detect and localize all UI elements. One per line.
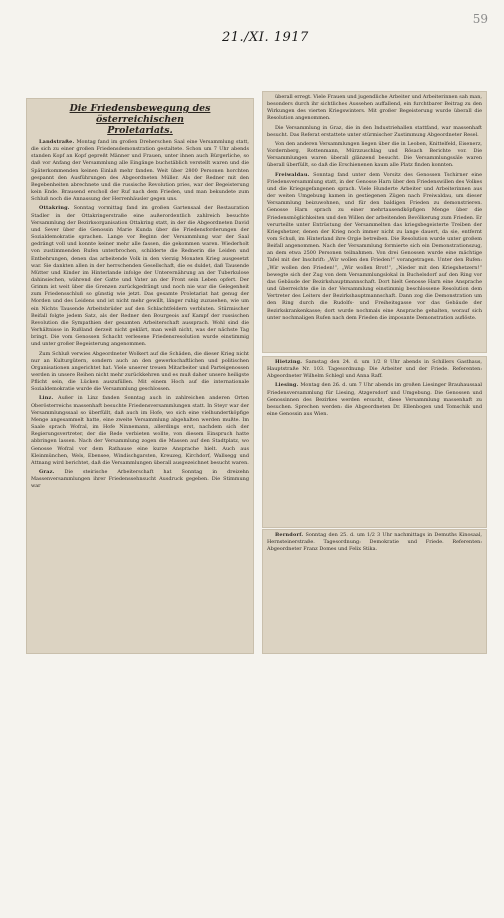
paragraph-lead: Linz. — [39, 395, 54, 402]
paragraph-text: Montag fand im großen Dreherschen Saal eine Versammlung statt, die sich zu einer großen Friedensdemonstration gestaltete. Schon um 7 Uhr abends standen Kopf an Kopf gepreßt Männer und Frauen, unter ihnen auch Bürgerliche, so daß vor Anfang der Versammlung alle Eingänge buchstäblich verstellt waren und die Späterkommenden keinen Einlaß mehr fanden. Weit über 2800 Personen horchten gespannt den Ausführungen des Abgeordneten Müller. Als der Redner mit den Begebenheiten abrechnete und die russische Revolution pries, war der Begeisterung kein Ende. Brausend erscholl der Ruf nach dem Frieden, und man bekundete zum Schluß noch die Annassung der Herrenhäusler gegen uns. — [31, 139, 249, 203]
article-paragraph — [267, 125, 482, 139]
handwritten-date: 21./XI. 1917 — [222, 30, 309, 45]
right-middle-newspaper-clipping — [262, 356, 487, 528]
article-paragraph — [31, 469, 249, 490]
left-clipping-body — [31, 139, 249, 491]
paragraph-text: Sonntag den 25. d. um 1/2 3 Uhr nachmittags in Demuths Kinosaal, Hernsteinerstraße. Tagesordnung: Demokratie und Friede. Referenten: Abgeordneter Franz Domes und Felix Stika. — [267, 532, 482, 553]
paragraph-text: Außer in Linz fanden Sonntag auch in zahlreichen anderen Orten Oberösterreichs massenhaft besuchte Friedensversammlungen statt. In Steyr war der Versammlungssaal so überfüllt, daß auch im Hofe, wo sich eine vielhundertköpfige Menge angesammelt hatte, eine zweite Versammlung abgehalten werden mußte. Im Saale sprach Wofral, im Hofe Ninnemann, allerdings erst, nachdem sich der Regierungsvertreter, der die Rede verbieten wollte, von diesem Einspruch hatte abbringen lassen. Nach der Versammlung zogen die Massen auf den Stadtplatz, wo Genosse Wofral vor dem Rathause eine kurze Ansprache hielt. Auch aus Kleinmünchen, Wels, Ebensee, Windischgarsten, Kreuzeg, Kirchdorf, Wallsegg und Attnang wird berichtet, daß die Versammlungen überall ausgezeichnet besucht waren. — [31, 395, 249, 466]
page-number: 59 — [472, 12, 488, 26]
article-title-line-1: Die Friedensbewegung des österreichischen — [69, 103, 211, 125]
article-paragraph — [267, 382, 482, 418]
paragraph-text: Zum Schluß verwies Abgeordneter Wolkert auf die Schäden, die dieser Krieg nicht nur an Kulturgütern, sondern auch an den gewerkschaftlichen und politischen Organisationen angerichtet hat. Viele unserer treuen Mitarbeiter und Parteigenossen werden in unsere Reihen nicht mehr zurückkehren und es muß daher unsere heiligste Pflicht sein, die Lücken auszufüllen. Mit einem Hoch auf die internationale Sozialdemokratie wurde die Versammlung geschlossen. — [31, 350, 249, 393]
paragraph-lead: Hietzing. — [275, 359, 303, 365]
paragraph-lead: Ottakring. — [39, 205, 70, 212]
right-middle-clipping-body — [267, 359, 482, 418]
paragraph-text: Von den anderen Versammlungen liegen über die in Leoben, Knittelfeld, Eisenerz, Vordernberg, Rottenmann, Mürzzuschlag und Rösach Berichte vor. Die Versammlungen waren überall glänzend besucht. Die Versammlungssäle waren überall überfüllt, so daß die Erschienenen kaum alle Platz finden konnten. — [267, 140, 482, 169]
paragraph-text: Montag den 26. d. um 7 Uhr abends im großen Liesinger Brauhaussaal Friedensversammlung für Liesing, Atzgersdorf und Umgebung. Die Genossen und Genossinnen des Bezirkes werden ersucht, diese Versammlung massenhaft zu besuchen. Sprechen werden: die Abgeordneten Dr. Ellenbogen und Tomschik und eine Genossin aus Wien. — [267, 382, 482, 418]
paragraph-text: Samstag den 24. d. um 1/2 8 Uhr abends in Schillers Gasthaus, Hauptstraße Nr. 103. Tagesordnung: Die Arbeiter und der Friede. Referenten: Abgeordneter Wilhelm Schlegl und Anna Raff. — [267, 359, 482, 380]
right-top-newspaper-clipping — [262, 91, 487, 353]
left-newspaper-clipping — [26, 98, 254, 654]
paragraph-text: Die Versammlung in Graz, die in den Industriehallen stattfand, war massenhaft besucht. Das Referat erstattete unter stürmischer Zustimmung Abgeordneter Resel. — [267, 124, 482, 138]
article-paragraph — [31, 139, 249, 203]
paragraph-text: Die steirische Arbeiterschaft hat Sonntag in dreizehn Massenversammlungen ihrer Friedenssehnsucht Ausdruck gegeben. Die Stimmung war — [31, 469, 249, 490]
right-lower-clipping-body — [267, 532, 482, 553]
article-title-line-2: Proletariats. — [107, 125, 173, 136]
right-lower-newspaper-clipping — [262, 529, 487, 654]
article-paragraph — [267, 359, 482, 380]
article-paragraph — [267, 532, 482, 553]
right-top-clipping-body — [267, 94, 482, 322]
article-paragraph — [267, 94, 482, 123]
paragraph-text: überall erregt. Viele Frauen und jugendliche Arbeiter und Arbeiterinnen sah man, besonders durch ihr sichtliches Aussehen auffallend, ein furchtbarer Beitrag zu den Wirkungen des vierten Kriegswinters. Mit großer Begeisterung wurde überall die Resolution angenommen. — [267, 94, 482, 122]
article-paragraph — [31, 205, 249, 348]
article-paragraph — [267, 141, 482, 170]
article-title — [31, 103, 249, 136]
article-paragraph — [31, 395, 249, 467]
paragraph-text: Sonntag fand unter dem Vorsitz des Genossen Tschirner eine Friedensversammlung statt, in der Genosse Harn über den Friedenswillen des Volkes und die Kriegsgefangenen sprach. Viele Hunderte Arbeiter und Arbeiterinnen aus der weiten Umgebung kamen in gestiegenen Zügen nach Freiwaldau, um dieser Versammlung beizuwohnen, und für den baldigen Frieden zu demonstrieren. Genosse Harn sprach zu einer mehrtausendköpfigen Menge über die Friedensmöglichkeiten und den Willen der arbeitenden Bevölkerung zum Frieden. Er verurteilte unter Entrüstung der Versammelten das kriegsbegeisterte Treiben der Kriegshetzer, denen der Krieg noch immer nicht zu lange dauert, da sie, entfernt vom Schuß, im Hinterland ihre Orgie betreiben. Die Resolution wurde unter großem Beifall angenommen. Nach der Versammlung formierte sich ein Demonstrationszug, an dem etwa 2500 Personen teilnahmen. Von drei Genossen wurde eine mächtige Tafel mit der Inschrift: „Wir wollen den Frieden!“ vorangetragen. Unter den Rufen: „Wir wollen den Frieden!“, „Wir wollen Brot!“, „Nieder mit den Kriegshetzern!“ bewegte sich der Zug von dem Versammlungslokal in Buchelsdorf auf den Ring vor das Gebäude der Bezirkshauptmannschaft. Dort hielt Genosse Harn eine Ansprache und überreichte die in der Versammlung einstimmig beschlossene Resolution dem Vertreter des Leiters der Bezirkshauptmannschaft. Dann zog die Demonstration um den Ring durch die Rudolfs- und Freiheitsgasse vor das Gebäude der Bezirkskrankenkasse; dort wurde nochmals eine Ansprache gehalten, worauf sich unter nochmaligen Rufen nach dem Frieden die imposante Demonstration auflöste. — [267, 171, 483, 321]
paragraph-text: Sonntag vormittag fand im großen Gartensaal der Restauration Stadler in der Ottakringerstraße eine außerordentlich zahlreich besuchte Versammlung der Bezirksorganisation Ottakring statt, in der die Abgeordneten David und Sever über die Genossin Marie Kunda über die Friedensforderungen der Sozialdemokratie sprachen. Lange vor Beginn der Versammlung war der Saal gedrängt voll und konnte keiner mehr alle fassen, die gekommen waren. Wiederholt von zustimmenden Rufen unterbrochen, schilderte die Rednerin die Leiden und Entbehrungen, denen das arbeitende Volk in den vierzig Monaten Krieg ausgesetzt war. Sie dankten allen in der herrschenden Gesellschaft, die es duldet, daß Tausende Mütter und Kinder im Hinterlande infolge der Unterernährung an der Tuberkulose dahinsiechen, während der Gatte und Vater an der Front sein Leben opfert. Der Grimm ist weit über die Grenzen zurückgedrängt und noch nie war die Gelegenheit zum Friedensschluß so günstig wie jetzt. Das gesamte Proletariat hat genug der Morden und des Leidens und ist nicht mehr gewillt, länger ruhig zuzusehen, wie um ein Nichts Tausende Arbeitsbrüder auf den Schlachtfeldern verbluten. Stürmischer Beifall folgte jedem Satz, als der Redner den Bourgeois auf Kampf der russischen Revolution die Sympathien der gesamten Arbeiterschaft aussprach. Wohl sind die Verhältnisse in Rußland derzeit nicht geklärt, man weiß nicht, was der nächste Tag bringt. Die vom Genossen Schacht verlesene Friedensresolution wurde einstimmig und unter großer Begeisterung angenommen. — [31, 205, 250, 348]
paragraph-lead: Freiwaldau. — [275, 171, 310, 178]
paragraph-lead: Liesing. — [275, 382, 299, 389]
article-paragraph — [31, 351, 249, 394]
paragraph-lead: Berndorf. — [275, 532, 304, 538]
paragraph-lead: Landstraße. — [39, 139, 75, 145]
article-paragraph — [267, 172, 482, 322]
paragraph-lead: Graz. — [39, 469, 55, 476]
